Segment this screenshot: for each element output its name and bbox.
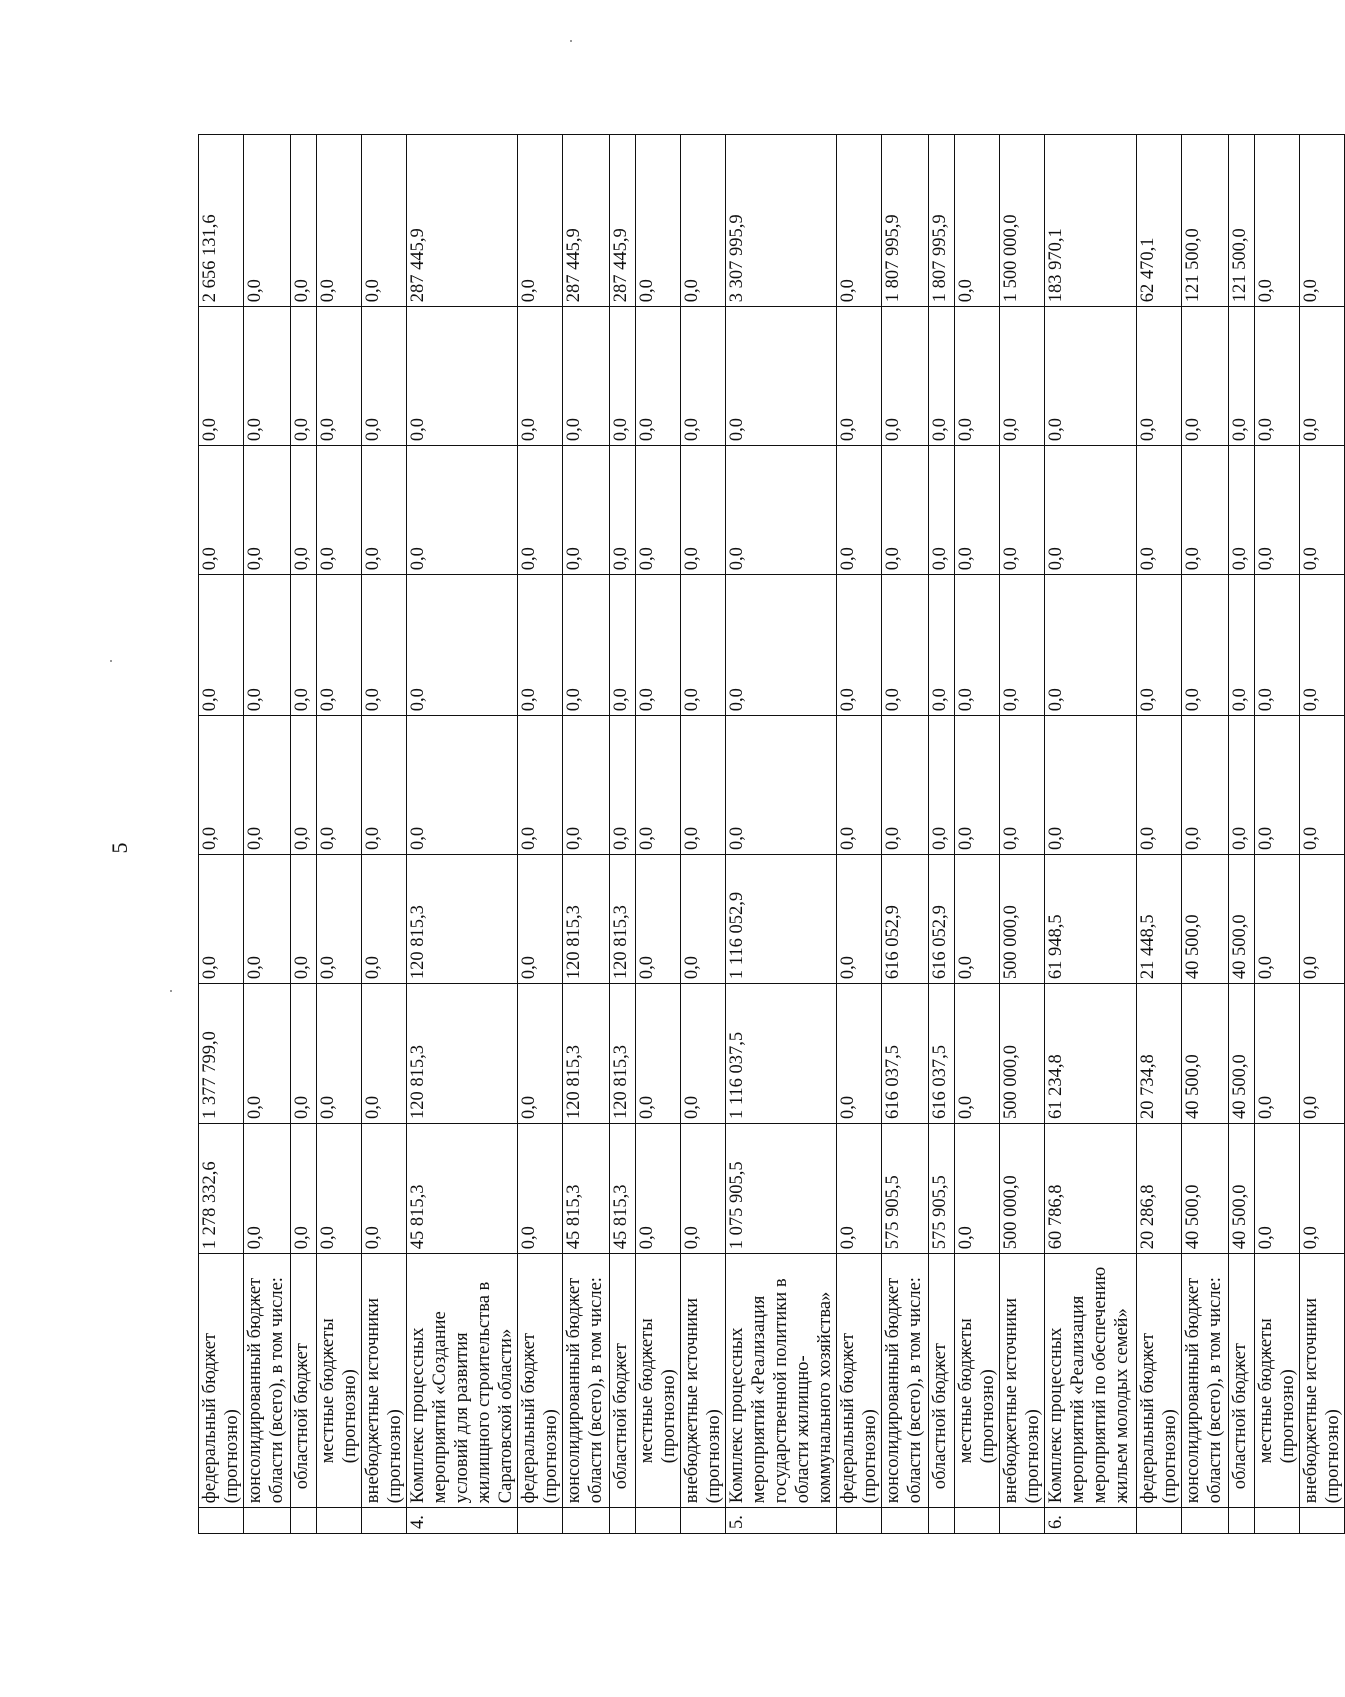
table-row: [837, 135, 882, 1534]
row-label-cell: областной бюджет: [929, 1254, 955, 1508]
row-number-cell: [1137, 1508, 1182, 1534]
table-row: [407, 135, 518, 1534]
value-cell: 0,0: [1182, 575, 1229, 716]
value-cell: 0,0: [1000, 575, 1045, 716]
value-cell: 0,0: [955, 307, 1000, 446]
value-cell: 0,0: [955, 446, 1000, 575]
row-number-cell: [882, 1508, 929, 1534]
row-label-cell: консолидированный бюджет области (всего), в том числе:: [1182, 1254, 1229, 1508]
row-label-cell: местные бюджеты (прогнозно): [636, 1254, 681, 1508]
value-cell: 0,0: [291, 307, 317, 446]
row-number-cell: 4.: [407, 1508, 518, 1534]
value-cell: 0,0: [317, 575, 362, 716]
value-cell: 60 786,8: [1045, 1124, 1137, 1254]
scan-speck: [570, 40, 572, 42]
value-cell: 0,0: [636, 575, 681, 716]
value-cell: 0,0: [244, 575, 291, 716]
value-cell: 0,0: [610, 575, 636, 716]
value-cell: 0,0: [681, 716, 726, 855]
value-cell: 0,0: [1000, 446, 1045, 575]
row-total-cell: 2 656 131,6: [199, 135, 244, 307]
row-total-cell: 1 807 995,9: [882, 135, 929, 307]
row-label-cell: местные бюджеты (прогнозно): [317, 1254, 362, 1508]
value-cell: 45 815,3: [563, 1124, 610, 1254]
value-cell: 61 234,8: [1045, 984, 1137, 1124]
value-cell: 0,0: [244, 307, 291, 446]
row-label-cell: внебюджетные источники (прогнозно): [681, 1254, 726, 1508]
value-cell: 0,0: [610, 446, 636, 575]
row-total-cell: 1 807 995,9: [929, 135, 955, 307]
row-total-cell: 0,0: [317, 135, 362, 307]
row-total-cell: 121 500,0: [1182, 135, 1229, 307]
value-cell: 0,0: [882, 575, 929, 716]
row-number-cell: [1229, 1508, 1255, 1534]
value-cell: 0,0: [1300, 1124, 1345, 1254]
value-cell: 500 000,0: [1000, 984, 1045, 1124]
value-cell: 120 815,3: [407, 855, 518, 984]
row-total-cell: 0,0: [955, 135, 1000, 307]
value-cell: 616 037,5: [929, 984, 955, 1124]
table-row: [1229, 135, 1255, 1534]
value-cell: 0,0: [362, 1124, 407, 1254]
value-cell: 0,0: [1255, 575, 1300, 716]
value-cell: 0,0: [1300, 855, 1345, 984]
row-number-cell: [1300, 1508, 1345, 1534]
page-number: 5: [107, 842, 132, 854]
value-cell: 0,0: [518, 1124, 563, 1254]
value-cell: 0,0: [636, 984, 681, 1124]
table-row: [1300, 135, 1345, 1534]
row-label-cell: федеральный бюджет (прогнозно): [1137, 1254, 1182, 1508]
value-cell: 20 734,8: [1137, 984, 1182, 1124]
row-label-cell: областной бюджет: [1229, 1254, 1255, 1508]
value-cell: 0,0: [317, 984, 362, 1124]
value-cell: 0,0: [199, 855, 244, 984]
row-total-cell: 3 307 995,9: [726, 135, 837, 307]
value-cell: 0,0: [1300, 307, 1345, 446]
value-cell: 0,0: [929, 575, 955, 716]
value-cell: 0,0: [317, 307, 362, 446]
value-cell: 0,0: [199, 307, 244, 446]
value-cell: 0,0: [955, 716, 1000, 855]
value-cell: 0,0: [726, 307, 837, 446]
value-cell: 0,0: [1182, 307, 1229, 446]
value-cell: 20 286,8: [1137, 1124, 1182, 1254]
value-cell: 0,0: [837, 984, 882, 1124]
value-cell: 616 052,9: [929, 855, 955, 984]
value-cell: 500 000,0: [1000, 1124, 1045, 1254]
row-label-cell: местные бюджеты (прогнозно): [955, 1254, 1000, 1508]
value-cell: 0,0: [244, 1124, 291, 1254]
table-row: [1255, 135, 1300, 1534]
value-cell: 0,0: [317, 1124, 362, 1254]
value-cell: 0,0: [837, 716, 882, 855]
table-row: [726, 135, 837, 1534]
value-cell: 0,0: [726, 575, 837, 716]
value-cell: 0,0: [929, 307, 955, 446]
row-label-cell: консолидированный бюджет области (всего), в том числе:: [882, 1254, 929, 1508]
row-total-cell: 0,0: [1255, 135, 1300, 307]
value-cell: 0,0: [1045, 307, 1137, 446]
row-number-cell: [955, 1508, 1000, 1534]
value-cell: 40 500,0: [1229, 855, 1255, 984]
value-cell: 0,0: [407, 307, 518, 446]
value-cell: 0,0: [1229, 446, 1255, 575]
row-total-cell: 1 500 000,0: [1000, 135, 1045, 307]
value-cell: 0,0: [291, 855, 317, 984]
value-cell: 0,0: [518, 855, 563, 984]
value-cell: 0,0: [518, 307, 563, 446]
value-cell: 0,0: [563, 575, 610, 716]
value-cell: 45 815,3: [610, 1124, 636, 1254]
value-cell: 45 815,3: [407, 1124, 518, 1254]
row-total-cell: 287 445,9: [563, 135, 610, 307]
table-row: [681, 135, 726, 1534]
value-cell: 0,0: [563, 716, 610, 855]
value-cell: 0,0: [955, 984, 1000, 1124]
row-number-cell: [518, 1508, 563, 1534]
row-total-cell: 287 445,9: [407, 135, 518, 307]
row-number-cell: [1182, 1508, 1229, 1534]
row-total-cell: 0,0: [291, 135, 317, 307]
value-cell: 0,0: [726, 446, 837, 575]
row-total-cell: 183 970,1: [1045, 135, 1137, 307]
value-cell: 40 500,0: [1229, 984, 1255, 1124]
value-cell: 120 815,3: [407, 984, 518, 1124]
value-cell: 0,0: [1137, 446, 1182, 575]
row-label-cell: Комплекс процессных мероприятий «Реализация мероприятий по обеспечению жильем молодых семей»: [1045, 1254, 1137, 1508]
value-cell: 0,0: [636, 716, 681, 855]
row-number-cell: 6.: [1045, 1508, 1137, 1534]
value-cell: 0,0: [362, 855, 407, 984]
value-cell: 0,0: [407, 575, 518, 716]
table-row: [244, 135, 291, 1534]
value-cell: 1 116 037,5: [726, 984, 837, 1124]
row-label-cell: федеральный бюджет (прогнозно): [199, 1254, 244, 1508]
value-cell: 120 815,3: [610, 984, 636, 1124]
row-label-cell: Комплекс процессных мероприятий «Реализация государственной политики в области жилищно-коммунального хозяйства»: [726, 1254, 837, 1508]
row-number-cell: [636, 1508, 681, 1534]
value-cell: 0,0: [882, 716, 929, 855]
value-cell: 0,0: [1000, 307, 1045, 446]
value-cell: 0,0: [610, 716, 636, 855]
scan-speck: [110, 660, 112, 662]
row-label-cell: Комплекс процессных мероприятий «Создание условий для развития жилищного строительства в Саратовской области»: [407, 1254, 518, 1508]
value-cell: 0,0: [518, 716, 563, 855]
value-cell: 0,0: [563, 307, 610, 446]
row-total-cell: 0,0: [636, 135, 681, 307]
value-cell: 0,0: [407, 716, 518, 855]
value-cell: 40 500,0: [1182, 984, 1229, 1124]
value-cell: 120 815,3: [563, 855, 610, 984]
value-cell: 0,0: [681, 984, 726, 1124]
row-label-cell: внебюджетные источники (прогнозно): [362, 1254, 407, 1508]
row-total-cell: 0,0: [837, 135, 882, 307]
row-label-cell: консолидированный бюджет области (всего), в том числе:: [244, 1254, 291, 1508]
value-cell: 0,0: [1182, 716, 1229, 855]
table-row: [929, 135, 955, 1534]
value-cell: 1 377 799,0: [199, 984, 244, 1124]
row-total-cell: 0,0: [681, 135, 726, 307]
value-cell: 0,0: [726, 716, 837, 855]
value-cell: 0,0: [244, 716, 291, 855]
value-cell: 0,0: [955, 855, 1000, 984]
budget-table: [198, 134, 1345, 1534]
value-cell: 1 116 052,9: [726, 855, 837, 984]
row-label-cell: федеральный бюджет (прогнозно): [518, 1254, 563, 1508]
value-cell: 0,0: [837, 1124, 882, 1254]
value-cell: 0,0: [1000, 716, 1045, 855]
value-cell: 0,0: [244, 446, 291, 575]
value-cell: 0,0: [636, 855, 681, 984]
row-total-cell: 287 445,9: [610, 135, 636, 307]
value-cell: 0,0: [929, 446, 955, 575]
value-cell: 0,0: [882, 446, 929, 575]
row-number-cell: [244, 1508, 291, 1534]
value-cell: 0,0: [1300, 716, 1345, 855]
value-cell: 0,0: [1255, 855, 1300, 984]
value-cell: 0,0: [291, 575, 317, 716]
row-label-cell: областной бюджет: [291, 1254, 317, 1508]
value-cell: 0,0: [244, 984, 291, 1124]
table-row: [636, 135, 681, 1534]
row-total-cell: 62 470,1: [1137, 135, 1182, 307]
value-cell: 0,0: [199, 446, 244, 575]
row-number-cell: [199, 1508, 244, 1534]
table-row: [563, 135, 610, 1534]
table-row: [1137, 135, 1182, 1534]
value-cell: 0,0: [1137, 575, 1182, 716]
row-total-cell: 0,0: [1300, 135, 1345, 307]
table-row: [199, 135, 244, 1534]
value-cell: 0,0: [518, 575, 563, 716]
table-row: [1182, 135, 1229, 1534]
value-cell: 0,0: [882, 307, 929, 446]
value-cell: 0,0: [681, 446, 726, 575]
table-row: [1000, 135, 1045, 1534]
value-cell: 0,0: [1182, 446, 1229, 575]
value-cell: 0,0: [244, 855, 291, 984]
row-label-cell: консолидированный бюджет области (всего), в том числе:: [563, 1254, 610, 1508]
value-cell: 0,0: [1045, 575, 1137, 716]
value-cell: 575 905,5: [882, 1124, 929, 1254]
table-row: [1045, 135, 1137, 1534]
value-cell: 0,0: [199, 716, 244, 855]
value-cell: 0,0: [636, 446, 681, 575]
value-cell: 0,0: [610, 307, 636, 446]
value-cell: 0,0: [1137, 307, 1182, 446]
value-cell: 61 948,5: [1045, 855, 1137, 984]
table-row: [317, 135, 362, 1534]
value-cell: 40 500,0: [1229, 1124, 1255, 1254]
value-cell: 40 500,0: [1182, 1124, 1229, 1254]
row-number-cell: [563, 1508, 610, 1534]
value-cell: 0,0: [317, 446, 362, 575]
value-cell: 0,0: [681, 307, 726, 446]
row-label-cell: внебюджетные источники (прогнозно): [1300, 1254, 1345, 1508]
value-cell: 0,0: [1300, 984, 1345, 1124]
value-cell: 0,0: [681, 1124, 726, 1254]
value-cell: 0,0: [837, 446, 882, 575]
value-cell: 0,0: [518, 984, 563, 1124]
value-cell: 0,0: [837, 307, 882, 446]
value-cell: 0,0: [681, 575, 726, 716]
budget-table-body: [199, 135, 1345, 1534]
table-row: [291, 135, 317, 1534]
value-cell: 1 075 905,5: [726, 1124, 837, 1254]
row-number-cell: [1000, 1508, 1045, 1534]
value-cell: 0,0: [199, 575, 244, 716]
value-cell: 0,0: [317, 855, 362, 984]
value-cell: 0,0: [1045, 716, 1137, 855]
value-cell: 0,0: [1229, 307, 1255, 446]
table-row: [610, 135, 636, 1534]
value-cell: 0,0: [317, 716, 362, 855]
value-cell: 0,0: [681, 855, 726, 984]
value-cell: 0,0: [1045, 446, 1137, 575]
value-cell: 0,0: [291, 1124, 317, 1254]
rotated-table-sheet: [198, 134, 1343, 1534]
value-cell: 120 815,3: [610, 855, 636, 984]
value-cell: 0,0: [291, 716, 317, 855]
value-cell: 575 905,5: [929, 1124, 955, 1254]
value-cell: 21 448,5: [1137, 855, 1182, 984]
value-cell: 500 000,0: [1000, 855, 1045, 984]
value-cell: 0,0: [362, 575, 407, 716]
value-cell: 0,0: [929, 716, 955, 855]
value-cell: 0,0: [837, 575, 882, 716]
value-cell: 616 037,5: [882, 984, 929, 1124]
value-cell: 0,0: [362, 307, 407, 446]
row-label-cell: федеральный бюджет (прогнозно): [837, 1254, 882, 1508]
row-number-cell: [362, 1508, 407, 1534]
value-cell: 0,0: [362, 446, 407, 575]
value-cell: 0,0: [1229, 716, 1255, 855]
table-row: [882, 135, 929, 1534]
value-cell: 0,0: [1229, 575, 1255, 716]
value-cell: 0,0: [955, 575, 1000, 716]
value-cell: 40 500,0: [1182, 855, 1229, 984]
row-number-cell: [291, 1508, 317, 1534]
value-cell: 120 815,3: [563, 984, 610, 1124]
value-cell: 0,0: [1255, 1124, 1300, 1254]
value-cell: 1 278 332,6: [199, 1124, 244, 1254]
row-total-cell: 0,0: [362, 135, 407, 307]
value-cell: 616 052,9: [882, 855, 929, 984]
row-number-cell: [681, 1508, 726, 1534]
value-cell: 0,0: [1137, 716, 1182, 855]
row-number-cell: [610, 1508, 636, 1534]
value-cell: 0,0: [518, 446, 563, 575]
value-cell: 0,0: [1255, 446, 1300, 575]
row-label-cell: внебюджетные источники (прогнозно): [1000, 1254, 1045, 1508]
row-total-cell: 0,0: [518, 135, 563, 307]
value-cell: 0,0: [1300, 575, 1345, 716]
row-number-cell: [317, 1508, 362, 1534]
row-number-cell: [1255, 1508, 1300, 1534]
value-cell: 0,0: [1255, 307, 1300, 446]
table-row: [955, 135, 1000, 1534]
value-cell: 0,0: [837, 855, 882, 984]
row-number-cell: 5.: [726, 1508, 837, 1534]
value-cell: 0,0: [362, 984, 407, 1124]
value-cell: 0,0: [1255, 984, 1300, 1124]
value-cell: 0,0: [636, 1124, 681, 1254]
value-cell: 0,0: [1255, 716, 1300, 855]
table-row: [362, 135, 407, 1534]
value-cell: 0,0: [291, 446, 317, 575]
value-cell: 0,0: [362, 716, 407, 855]
row-label-cell: местные бюджеты (прогнозно): [1255, 1254, 1300, 1508]
scan-speck: [170, 990, 172, 992]
row-total-cell: 0,0: [244, 135, 291, 307]
value-cell: 0,0: [955, 1124, 1000, 1254]
row-number-cell: [929, 1508, 955, 1534]
row-number-cell: [837, 1508, 882, 1534]
table-row: [518, 135, 563, 1534]
value-cell: 0,0: [563, 446, 610, 575]
value-cell: 0,0: [407, 446, 518, 575]
value-cell: 0,0: [636, 307, 681, 446]
row-label-cell: областной бюджет: [610, 1254, 636, 1508]
value-cell: 0,0: [291, 984, 317, 1124]
row-total-cell: 121 500,0: [1229, 135, 1255, 307]
value-cell: 0,0: [1300, 446, 1345, 575]
